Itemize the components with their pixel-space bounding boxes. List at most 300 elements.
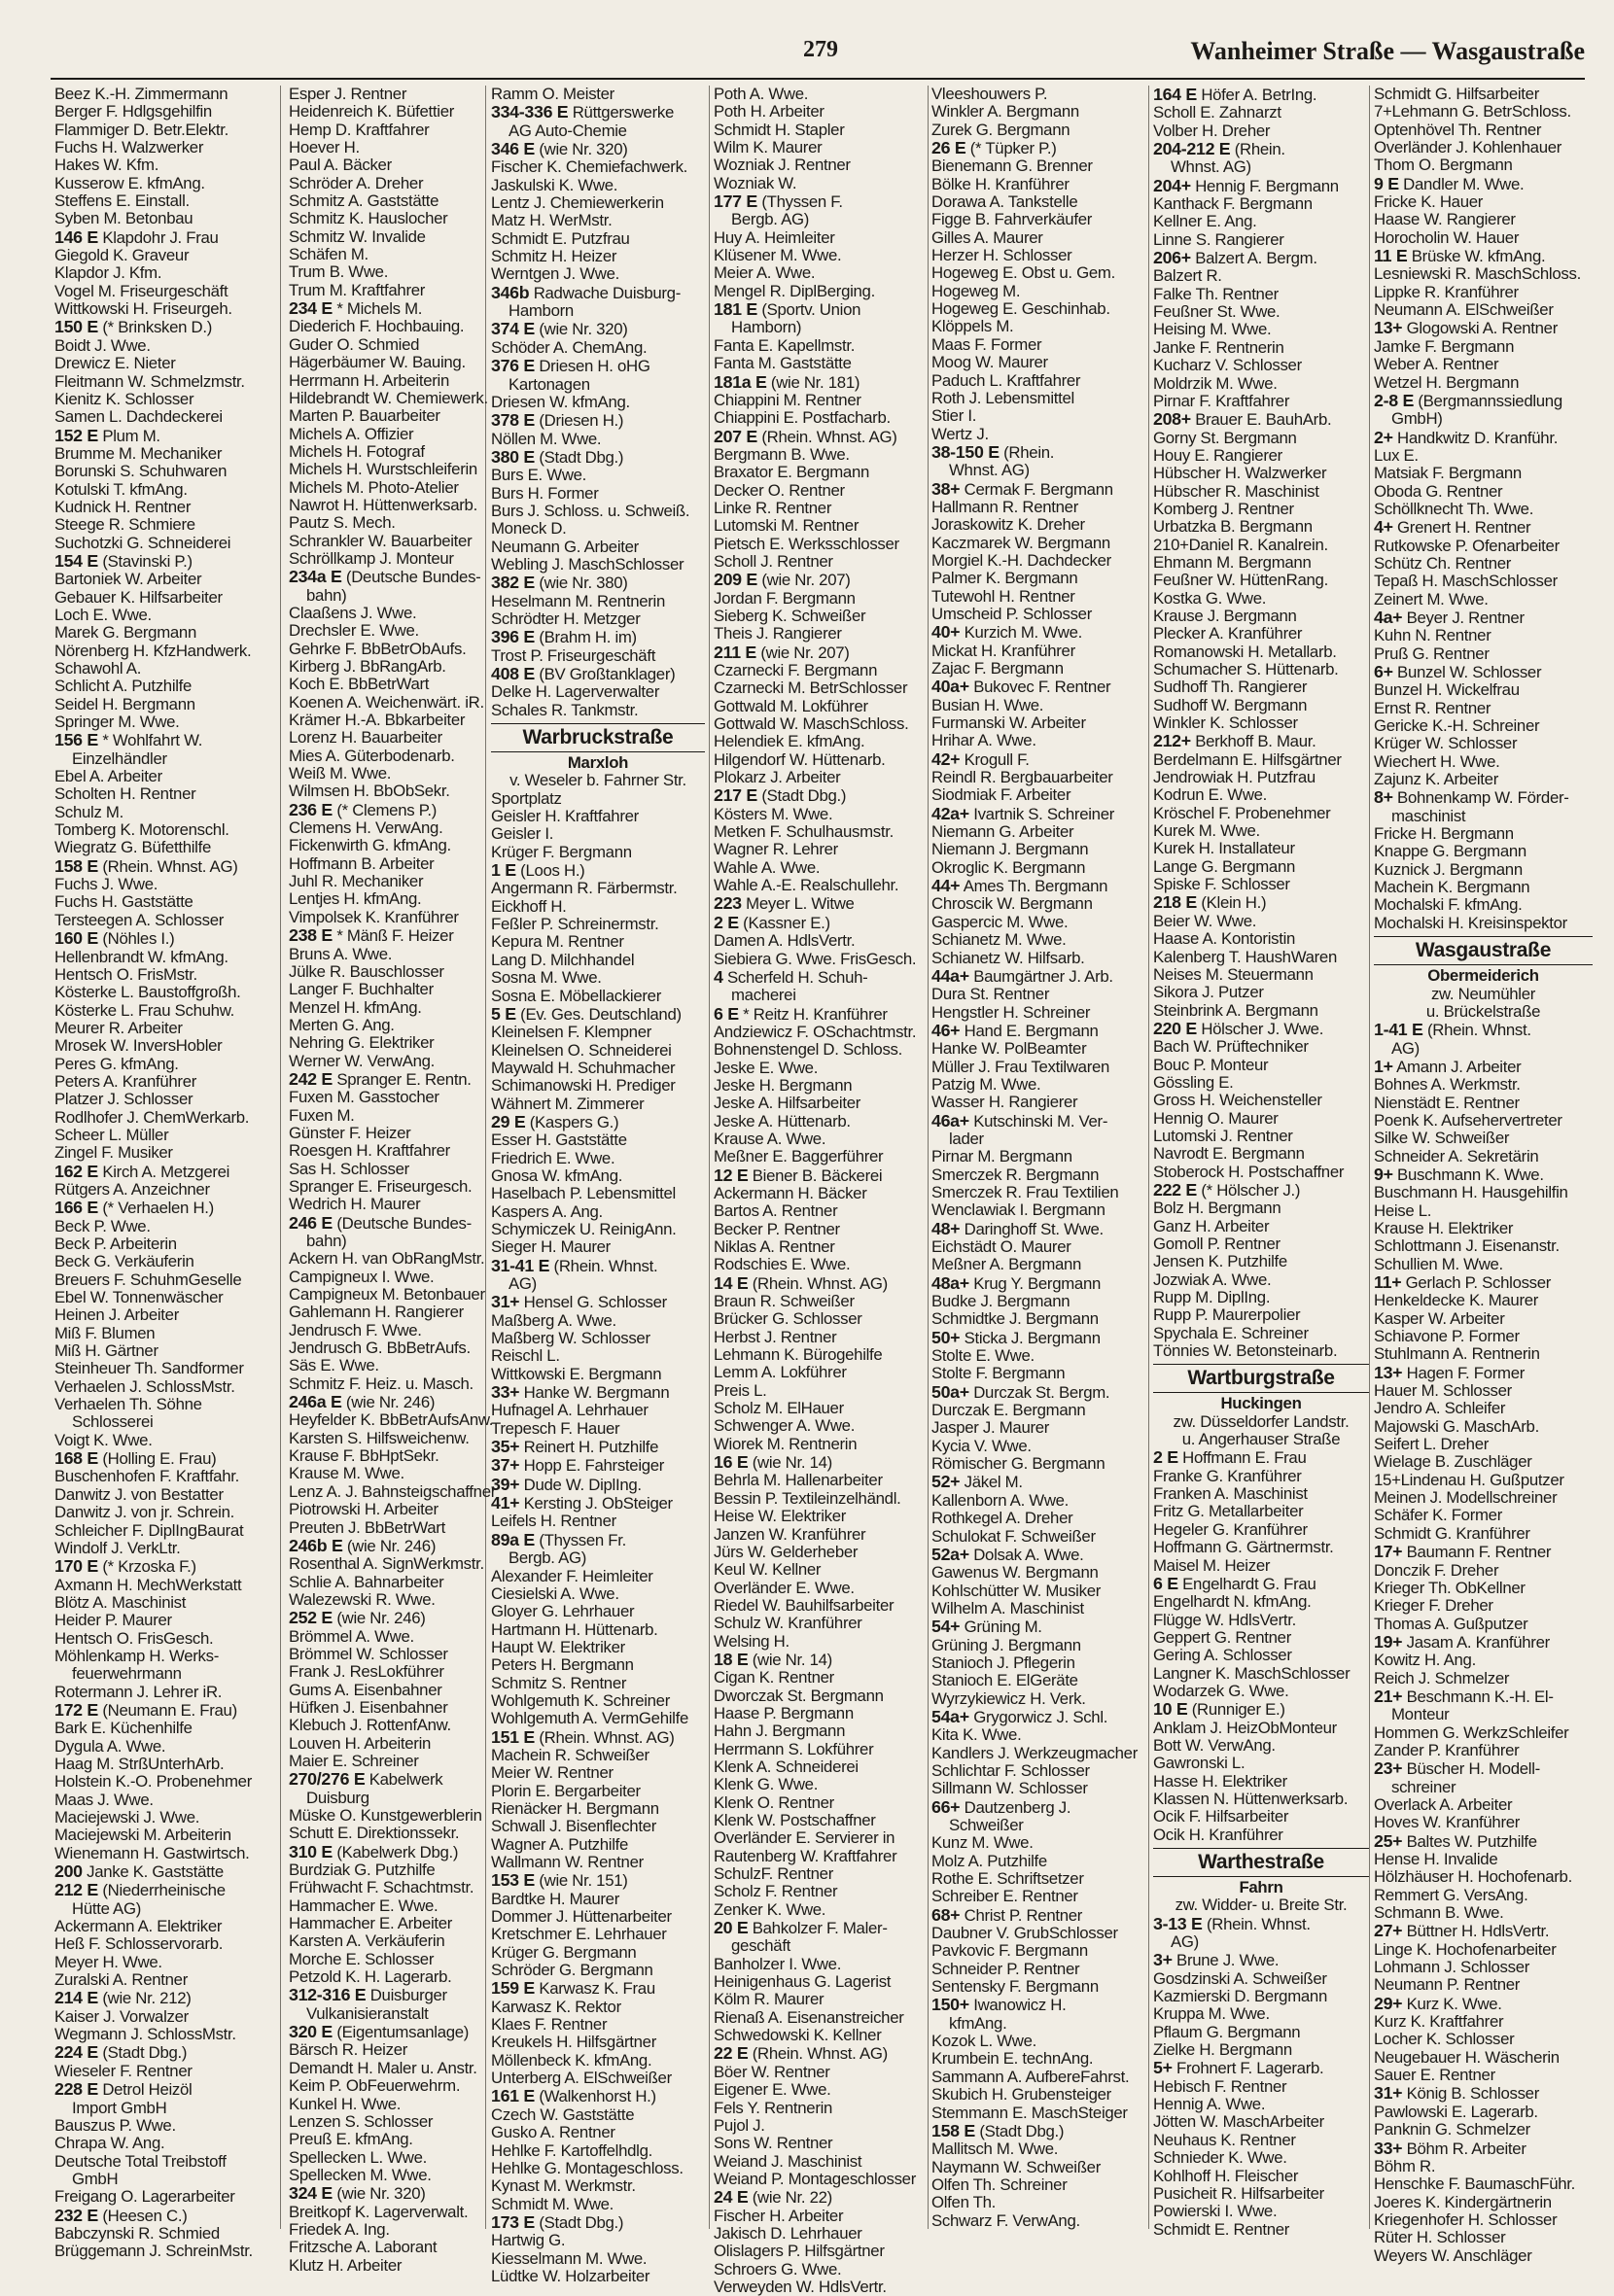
resident-entry: Wahle A.-E. Realschullehr. — [714, 876, 899, 895]
resident-entry: Brumme M. Mechaniker — [54, 443, 223, 463]
resident-entry: Schneider P. Rentner — [931, 1959, 1080, 1978]
resident-entry: Gössling E. — [1153, 1072, 1234, 1092]
resident-entry: Böhm R. — [1374, 2156, 1436, 2175]
resident-entry: 223 Meyer L. Witwe — [714, 893, 855, 914]
house-number: 29 E — [491, 1111, 526, 1131]
resident-entry: Miß F. Blumen — [54, 1323, 156, 1342]
resident-entry: Fricke K. Hauer — [1374, 192, 1484, 212]
resident-entry: Buschmann H. Hausgehilfin — [1374, 1183, 1568, 1202]
entry-continuation: Vulkanisieranstalt — [306, 2003, 429, 2023]
resident-entry: Bohnenstengel D. Schloss. — [714, 1040, 902, 1060]
resident-entry: Hehlke F. Kartoffelhdlg. — [491, 2140, 652, 2160]
resident-entry: Wähnert M. Zimmerer — [491, 1094, 645, 1113]
resident-entry: Wilm K. Maurer — [714, 138, 823, 157]
resident-entry: Huy A. Heimleiter — [714, 227, 835, 247]
resident-entry: Beez K.-H. Zimmermann — [54, 85, 228, 103]
resident-entry: 29+ Kurz K. Wwe. — [1374, 1993, 1502, 2013]
resident-entry: Silke W. Schweißer — [1374, 1129, 1510, 1148]
resident-entry: Bärsch R. Heizer — [289, 2040, 408, 2060]
resident-entry: Skubich H. Grubensteiger — [931, 2085, 1111, 2105]
resident-entry: Gawronski L. — [1153, 1754, 1246, 1773]
resident-entry: Dorawa A. Tankstelle — [931, 192, 1078, 212]
resident-entry: Poth A. Wwe. — [714, 85, 809, 103]
resident-entry: Czech W. Gaststätte — [491, 2105, 635, 2124]
resident-entry: Molz A. Putzhilfe — [931, 1851, 1047, 1870]
resident-entry: Wohlgemuth K. Schreiner — [491, 1690, 671, 1710]
resident-entry: Peres G. kfmAng. — [54, 1054, 179, 1073]
resident-entry: Schwall J. Bisenflechter — [491, 1817, 657, 1836]
resident-entry: Kröschel F. Probenehmer — [1153, 803, 1331, 822]
resident-entry: 156 E * Wohlfahrt W. — [54, 730, 203, 750]
house-number: 212 E — [54, 1880, 98, 1900]
resident-entry: Maas F. Former — [931, 334, 1042, 354]
resident-entry: Rupp P. Maurerpolier — [1153, 1305, 1301, 1325]
page-number: 279 — [803, 37, 838, 62]
resident-entry: Pflaum G. Bergmann — [1153, 2022, 1301, 2041]
resident-entry: Hägerbäumer W. Bauing. — [289, 353, 466, 372]
house-number: 223 — [714, 893, 742, 914]
entry-continuation: macherei — [731, 986, 796, 1005]
resident-entry: Werntgen J. Wwe. — [491, 264, 619, 284]
resident-entry: 6+ Bunzel W. Schlosser — [1374, 662, 1542, 681]
resident-entry: Panknin G. Schmelzer — [1374, 2120, 1530, 2139]
resident-entry: Wiechert H. Wwe. — [1374, 751, 1500, 771]
house-number: 408 E — [491, 664, 535, 683]
resident-entry: Chroscik W. Bergmann — [931, 894, 1093, 914]
house-number: 4 — [714, 966, 723, 987]
resident-entry: Trost P. Friseurgeschäft — [491, 645, 656, 665]
entry-continuation: kfmAng. — [949, 2013, 1007, 2033]
resident-entry: Ehmann M. Bergmann — [1153, 552, 1312, 572]
resident-entry: Hoffmann B. Arbeiter — [289, 853, 435, 873]
resident-entry: 13+ Hagen F. Former — [1374, 1362, 1526, 1382]
resident-entry: Winkler A. Bergmann — [931, 102, 1079, 122]
resident-entry: Schrödter H. Metzger — [491, 609, 641, 628]
resident-entry: Schäfer K. Former — [1374, 1506, 1502, 1525]
resident-entry: 246 E (Deutsche Bundes- — [289, 1212, 472, 1233]
resident-entry: Tönnies W. Betonsteinarb. — [1153, 1341, 1338, 1361]
resident-entry: Kellner E. Ang. — [1153, 212, 1257, 231]
resident-entry: 160 E (Nöhles I.) — [54, 928, 175, 949]
resident-entry: Hammacher E. Wwe. — [289, 1896, 439, 1915]
resident-entry: 236 E (* Clemens P.) — [289, 799, 438, 819]
resident-entry: Schütz Ch. Rentner — [1374, 553, 1512, 573]
resident-entry: Heising M. Wwe. — [1153, 320, 1272, 339]
house-number: 242 E — [289, 1068, 333, 1089]
resident-entry: 31+ Hensel G. Schlosser — [491, 1292, 667, 1312]
resident-entry: Umscheid P. Schlosser — [931, 604, 1093, 623]
resident-entry: Boidt J. Wwe. — [54, 335, 151, 355]
resident-entry: Budke J. Bergmann — [931, 1292, 1070, 1311]
house-number: 150+ — [931, 1995, 969, 2015]
resident-entry: Fuxen M. Gasstocher — [289, 1088, 439, 1107]
resident-entry: Bunzel H. Wickelfrau — [1374, 680, 1520, 700]
resident-entry: Houy E. Rangierer — [1153, 445, 1282, 465]
resident-entry: Weyers W. Anschläger — [1374, 2245, 1532, 2265]
resident-entry: Geppert G. Rentner — [1153, 1627, 1291, 1647]
resident-entry: 212 E (Niederrheinische — [54, 1880, 226, 1900]
house-number: 52a+ — [931, 1544, 969, 1564]
resident-entry: Henschke F. BaumaschFühr. — [1374, 2174, 1576, 2194]
resident-entry: Maas J. Wwe. — [54, 1790, 154, 1809]
resident-entry: Henkeldecke K. Maurer — [1374, 1291, 1539, 1310]
resident-entry: Burs J. Schloss. u. Schweiß. — [491, 501, 690, 520]
resident-entry: Durczak E. Bergmann — [931, 1401, 1086, 1420]
house-number: 8+ — [1374, 787, 1393, 808]
resident-entry: Nienstädt E. Rentner — [1374, 1093, 1520, 1112]
resident-entry: Kunz M. Wwe. — [931, 1833, 1034, 1853]
resident-entry: Bardtke H. Maurer — [491, 1889, 619, 1908]
resident-entry: Maßberg W. Schlosser — [491, 1329, 650, 1348]
resident-entry: Bölke H. Kranführer — [931, 174, 1070, 193]
resident-entry: Becker P. Rentner — [714, 1219, 840, 1238]
resident-entry: Feußner St. Wwe. — [1153, 302, 1281, 322]
house-number: 42a+ — [931, 803, 969, 823]
resident-entry: Weiß M. Wwe. — [289, 764, 392, 783]
resident-entry: Navrodt E. Bergmann — [1153, 1144, 1305, 1164]
resident-entry: Wilhelm A. Maschinist — [931, 1598, 1084, 1618]
resident-entry: Fischer H. Arbeiter — [714, 2206, 844, 2225]
resident-entry: Plokarz J. Arbeiter — [714, 768, 841, 787]
resident-entry: Schmidt M. Wwe. — [491, 2194, 614, 2213]
house-number: 22 E — [714, 2043, 749, 2064]
resident-entry: Breuers F. SchuhmGeselle — [54, 1270, 242, 1289]
resident-entry: Jendrowiak H. Putzfrau — [1153, 768, 1316, 787]
resident-entry: Neumann G. Arbeiter — [491, 537, 639, 556]
resident-entry: 177 E (Thyssen F. — [714, 191, 843, 212]
resident-entry: Lenzen S. Schlosser — [289, 2111, 434, 2131]
resident-entry: Kucharz V. Schlosser — [1153, 356, 1302, 375]
resident-entry: Reischl L. — [491, 1346, 560, 1366]
resident-entry: Bohnes A. Werkmstr. — [1374, 1075, 1521, 1095]
resident-entry: Michels H. Fotograf — [289, 441, 425, 461]
resident-entry: Urbatzka B. Bergmann — [1153, 517, 1313, 537]
resident-entry: Rupp M. DiplIng. — [1153, 1288, 1271, 1307]
resident-entry: Thom O. Bergmann — [1374, 156, 1513, 175]
resident-entry: Jeske H. Bergmann — [714, 1075, 853, 1095]
resident-entry: Bouc P. Monteur — [1153, 1055, 1269, 1074]
house-number: 4a+ — [1374, 607, 1403, 627]
resident-entry: Sieberg K. Schweißer — [714, 606, 866, 625]
resident-entry: Kowitz H. Ang. — [1374, 1651, 1476, 1670]
resident-entry: Kriegenhofer H. Schlosser — [1374, 2209, 1558, 2229]
street-location-note: v. Weseler b. Fahrner Str. — [509, 771, 686, 790]
resident-entry: Jeske A. Hilfsarbeiter — [714, 1094, 861, 1113]
resident-entry: Keul W. Kellner — [714, 1560, 822, 1580]
house-number: 31+ — [1374, 2083, 1403, 2104]
resident-entry: 1 E (Loos H.) — [491, 860, 585, 881]
house-number: 270/276 E — [289, 1769, 366, 1790]
house-number: 212+ — [1153, 731, 1191, 751]
resident-entry: Kreukels H. Hilfsgärtner — [491, 2033, 656, 2052]
resident-entry: 209 E (wie Nr. 207) — [714, 570, 851, 590]
resident-entry: Schulz W. Kranführer — [714, 1614, 862, 1633]
resident-entry: Hufnagel A. Lehrhauer — [491, 1401, 649, 1420]
house-number: 222 E — [1153, 1179, 1197, 1200]
resident-entry: Wertz J. — [931, 424, 989, 443]
resident-entry: 2 E Hoffmann E. Frau — [1153, 1447, 1307, 1468]
house-number: 214 E — [54, 1988, 98, 2008]
resident-entry: 346 E (wie Nr. 320) — [491, 139, 628, 159]
resident-entry: Hilgendorf W. Hüttenarb. — [714, 749, 886, 769]
column-separator — [1369, 86, 1370, 2229]
resident-entry: Merten G. Ang. — [289, 1015, 395, 1034]
resident-entry: Oboda G. Rentner — [1374, 481, 1503, 501]
house-number: 13+ — [1374, 1362, 1403, 1382]
resident-entry: Hellenbrandt W. kfmAng. — [54, 947, 228, 966]
resident-entry: Nawrot H. Hüttenwerksarb. — [289, 495, 477, 514]
house-number: 2-8 E — [1374, 390, 1414, 410]
resident-entry: Kunkel H. Wwe. — [289, 2094, 402, 2113]
resident-entry: Gusko A. Rentner — [491, 2123, 615, 2142]
resident-entry: Meinen J. Modellschreiner — [1374, 1488, 1558, 1508]
resident-entry: Schnieder K. Wwe. — [1153, 2148, 1287, 2168]
resident-entry: Hüfken J. Eisenbahner — [289, 1697, 448, 1717]
resident-entry: Lüdtke W. Holzarbeiter — [491, 2266, 650, 2285]
resident-entry: 210+Daniel R. Kanalrein. — [1153, 535, 1328, 554]
resident-entry: Wieseler F. Rentner — [54, 2061, 193, 2080]
house-number: 346b — [491, 282, 530, 302]
resident-entry: Lutomski J. Rentner — [1153, 1126, 1293, 1145]
house-number: 220 E — [1153, 1018, 1197, 1038]
resident-entry: 204+ Hennig F. Bergmann — [1153, 175, 1339, 195]
resident-entry: 89a E (Thyssen Fr. — [491, 1529, 626, 1549]
resident-entry: Fanta M. Gaststätte — [714, 354, 852, 373]
resident-entry: Schmidt G. Kranführer — [1374, 1523, 1530, 1543]
resident-entry: Schwenger A. Wwe. — [714, 1416, 856, 1436]
resident-entry: Gawenus W. Bergmann — [931, 1563, 1099, 1583]
resident-entry: Hentsch O. FrisGesch. — [54, 1628, 214, 1648]
resident-entry: 21+ Beschmann K.-H. El- — [1374, 1686, 1554, 1706]
resident-entry: Lemm A. Lokführer — [714, 1363, 847, 1382]
house-number: 3-13 E — [1153, 1913, 1203, 1933]
resident-entry: Damen A. HdlsVertr. — [714, 931, 856, 951]
resident-entry: Hennig A. Wwe. — [1153, 2095, 1266, 2114]
resident-entry: Preuß E. kfmAng. — [289, 2130, 413, 2149]
resident-entry: 234 E * Michels M. — [289, 298, 423, 319]
resident-entry: Leifels H. Rentner — [491, 1512, 616, 1531]
resident-entry: Steinbrink A. Bergmann — [1153, 1000, 1318, 1020]
resident-entry: Lang D. Milchhandel — [491, 950, 635, 969]
resident-entry: Schmidtke J. Bergmann — [931, 1309, 1099, 1329]
resident-entry: Kleinelsen O. Schneiderei — [491, 1040, 672, 1060]
house-number: 380 E — [491, 446, 535, 467]
resident-entry: Ramm O. Meister — [491, 85, 614, 103]
resident-entry: Preuten J. BbBetrWart — [289, 1517, 445, 1537]
resident-entry: Lux E. — [1374, 445, 1419, 465]
resident-entry: Hasse H. Elektriker — [1153, 1771, 1287, 1791]
resident-entry: Dworczak St. Bergmann — [714, 1686, 884, 1705]
resident-entry: Mochalski F. kfmAng. — [1374, 895, 1523, 915]
resident-entry: Naymann W. Schweißer — [931, 2157, 1101, 2176]
resident-entry: Springer M. Wwe. — [54, 713, 180, 732]
resident-entry: Blötz A. Maschinist — [54, 1592, 187, 1612]
resident-entry: Angermann R. Färbermstr. — [491, 879, 678, 898]
resident-entry: 18 E (wie Nr. 14) — [714, 1649, 832, 1669]
resident-entry: Kudnick H. Rentner — [54, 497, 192, 516]
resident-entry: Hallmann R. Rentner — [931, 497, 1078, 516]
resident-entry: Schröllkamp J. Monteur — [289, 548, 454, 568]
street-location-note: zw. Düsseldorfer Landstr. — [1173, 1411, 1350, 1431]
resident-entry: 5+ Frohnert F. Lagerarb. — [1153, 2058, 1324, 2078]
resident-entry: Schreiber E. Rentner — [931, 1887, 1078, 1906]
entry-continuation: AG Auto-Chemie — [509, 121, 627, 140]
resident-entry: Steffens E. Einstall. — [54, 191, 190, 211]
resident-entry: Maßberg A. Wwe. — [491, 1310, 616, 1330]
resident-entry: Friedek A. Ing. — [289, 2219, 390, 2239]
resident-entry: 2 E (Kassner E.) — [714, 912, 830, 932]
resident-entry: 16 E (wie Nr. 14) — [714, 1452, 832, 1473]
resident-entry: Zingel F. Musiker — [54, 1143, 173, 1163]
resident-entry: Wegmann J. SchlossMstr. — [54, 2025, 236, 2044]
house-number: 48+ — [931, 1218, 961, 1238]
resident-entry: Bott W. VerwAng. — [1153, 1735, 1276, 1755]
resident-entry: Busian H. Wwe. — [931, 695, 1044, 714]
district-heading: Obermeiderich — [1427, 966, 1539, 986]
resident-entry: Zeinert M. Wwe. — [1374, 589, 1489, 609]
resident-entry: Kösterke L. Baustoffgroßh. — [54, 983, 241, 1002]
resident-entry: Sas H. Schlosser — [289, 1159, 409, 1178]
resident-entry: Locher K. Schlosser — [1374, 2030, 1515, 2049]
resident-entry: Scholten H. Rentner — [54, 784, 196, 804]
resident-entry: Cigan K. Rentner — [714, 1668, 834, 1687]
resident-entry: Maisel M. Heizer — [1153, 1555, 1271, 1575]
resident-entry: Reich J. Schmelzer — [1374, 1668, 1510, 1687]
entry-continuation: Monteur — [1391, 1705, 1450, 1724]
resident-entry: Bark E. Küchenhilfe — [54, 1719, 193, 1738]
resident-entry: Walezewski R. Wwe. — [289, 1589, 436, 1609]
resident-entry: 204-212 E (Rhein. — [1153, 139, 1285, 159]
resident-entry: Lehmann K. Bürogehilfe — [714, 1345, 883, 1365]
resident-entry: Buschenhofen F. Kraftfahr. — [54, 1467, 239, 1486]
resident-entry: Fels Y. Rentnerin — [714, 2098, 833, 2117]
resident-entry: 15+Lindenau H. Gußputzer — [1374, 1470, 1564, 1489]
resident-entry: Tomberg K. Motorenschl. — [54, 820, 229, 840]
resident-entry: Friedrich E. Wwe. — [491, 1148, 615, 1167]
resident-entry: Machein K. Bergmann — [1374, 878, 1530, 897]
resident-entry: Zuralski A. Rentner — [54, 1970, 188, 1990]
house-number: 346 E — [491, 139, 535, 159]
resident-entry: Bessin P. Textileinzelhändl. — [714, 1488, 901, 1508]
resident-entry: Haupt W. Elektriker — [491, 1637, 625, 1656]
resident-entry: Bartoniek W. Arbeiter — [54, 570, 202, 589]
resident-entry: Jürs W. Gelderheber — [714, 1542, 859, 1561]
resident-entry: Riedel W. Bauhilfsarbeiter — [714, 1595, 895, 1615]
entry-continuation: Hamborn) — [731, 318, 802, 337]
house-number: 374 E — [491, 319, 535, 339]
house-number: 234 E — [289, 298, 333, 319]
resident-entry: Spellecken M. Wwe. — [289, 2165, 432, 2184]
resident-entry: Schöder A. ChemAng. — [491, 337, 648, 357]
column-separator — [928, 86, 929, 2229]
resident-entry: Bartos A. Rentner — [714, 1201, 838, 1221]
entry-continuation: Bergb. AG) — [731, 210, 810, 229]
resident-entry: Hanke W. PolBeamter — [931, 1039, 1087, 1059]
resident-entry: Eickhoff H. — [491, 896, 567, 916]
resident-entry: 154 E (Stavinski P.) — [54, 550, 193, 571]
resident-entry: Helendiek E. kfmAng. — [714, 732, 865, 751]
resident-entry: Wiorek M. Rentnerin — [714, 1434, 858, 1453]
resident-entry: 252 E (wie Nr. 246) — [289, 1608, 426, 1628]
resident-entry: Jeske E. Wwe. — [714, 1058, 819, 1077]
resident-entry: Sikora J. Putzer — [1153, 983, 1264, 1002]
resident-entry: Krause A. Wwe. — [714, 1129, 826, 1148]
resident-entry: Pujol J. — [714, 2115, 765, 2135]
house-number: 150 E — [54, 317, 98, 337]
resident-entry: Horocholin W. Hauer — [1374, 227, 1520, 247]
resident-entry: Flammiger D. Betr.Elektr. — [54, 120, 229, 139]
resident-entry: 334-336 E Rüttgerswerke — [491, 102, 675, 122]
resident-entry: Ciesielski A. Wwe. — [491, 1583, 619, 1603]
resident-entry: Scholz F. Rentner — [714, 1882, 838, 1901]
resident-entry: Borunski S. Schuhwaren — [54, 462, 228, 481]
resident-entry: Joeres K. Kindergärtnerin — [1374, 2192, 1552, 2211]
house-number: 5 E — [491, 1003, 516, 1024]
resident-entry: Delke H. Lagerverwalter — [491, 682, 660, 702]
resident-entry: Freigang O. Lagerarbeiter — [54, 2187, 235, 2207]
resident-entry: Tersteegen A. Schlosser — [54, 910, 225, 929]
resident-entry: Jakisch D. Lehrhauer — [714, 2223, 862, 2243]
resident-entry: Brücker G. Schlosser — [714, 1309, 862, 1329]
house-number: 246 E — [289, 1212, 333, 1233]
resident-entry: Sudhoff Th. Rangierer — [1153, 678, 1308, 697]
resident-entry: Ernst R. Rentner — [1374, 698, 1491, 717]
resident-entry: 161 E (Walkenhorst H.) — [491, 2086, 656, 2106]
resident-entry: Günster F. Heizer — [289, 1123, 411, 1142]
entry-continuation: Schlosserei — [72, 1412, 154, 1432]
resident-entry: Neuhaus K. Rentner — [1153, 2130, 1296, 2149]
resident-entry: 13+ Glogowski A. Rentner — [1374, 318, 1558, 338]
house-number: 162 E — [54, 1161, 98, 1181]
resident-entry: 2-8 E (Bergmannssiedlung — [1374, 390, 1562, 410]
house-number: 153 E — [491, 1870, 535, 1891]
street-location-note: zw. Widder- u. Breite Str. — [1175, 1896, 1348, 1915]
resident-entry: Danwitz J. von Bestatter — [54, 1484, 224, 1504]
resident-entry: Schlicht A. Putzhilfe — [54, 677, 193, 696]
house-number: 33+ — [491, 1382, 520, 1403]
resident-entry: Brömmel A. Wwe. — [289, 1626, 414, 1646]
resident-entry: Drechsler E. Wwe. — [289, 621, 419, 641]
resident-entry: Gross H. Weichensteller — [1153, 1091, 1322, 1110]
resident-entry: Overländer E. Servierer in — [714, 1828, 895, 1848]
house-number: 207 E — [714, 426, 757, 446]
resident-entry: Hebisch F. Rentner — [1153, 2076, 1287, 2096]
resident-entry: Decker O. Rentner — [714, 480, 845, 500]
resident-entry: Krämer H.-A. Bbkarbeiter — [289, 711, 466, 730]
resident-entry: Gilles A. Maurer — [931, 227, 1043, 247]
resident-entry: 6 E Engelhardt G. Frau — [1153, 1573, 1316, 1593]
resident-entry: 25+ Baltes W. Putzhilfe — [1374, 1830, 1537, 1851]
resident-entry: 7+Lehmann G. BetrSchloss. — [1374, 102, 1571, 122]
resident-entry: Römischer G. Bergmann — [931, 1454, 1105, 1474]
house-number: 40+ — [931, 622, 961, 643]
resident-entry: Wasser H. Rangierer — [931, 1093, 1078, 1112]
house-number: 6 E — [1153, 1573, 1178, 1593]
resident-entry: Majowski G. MaschArb. — [1374, 1416, 1539, 1436]
resident-entry: Giegold K. Graveur — [54, 246, 190, 265]
resident-entry: Schmitz W. Invalide — [289, 226, 426, 246]
resident-entry: Kalenberg T. HaushWaren — [1153, 947, 1337, 966]
resident-entry: Wittkowski H. Friseurgeh. — [54, 299, 232, 319]
resident-entry: Schwedowski K. Kellner — [714, 2026, 882, 2045]
resident-entry: Knappe G. Bergmann — [1374, 842, 1526, 861]
resident-entry: Nörenberg H. KfzHandwerk. — [54, 641, 252, 660]
house-number: 1+ — [1374, 1056, 1393, 1076]
resident-entry: Dura St. Rentner — [931, 985, 1050, 1004]
resident-entry: Unterberg A. ElSchweißer — [491, 2069, 672, 2088]
resident-entry: Siebiera G. Wwe. FrisGesch. — [714, 949, 917, 968]
resident-entry: Beck G. Verkäuferin — [54, 1252, 194, 1271]
